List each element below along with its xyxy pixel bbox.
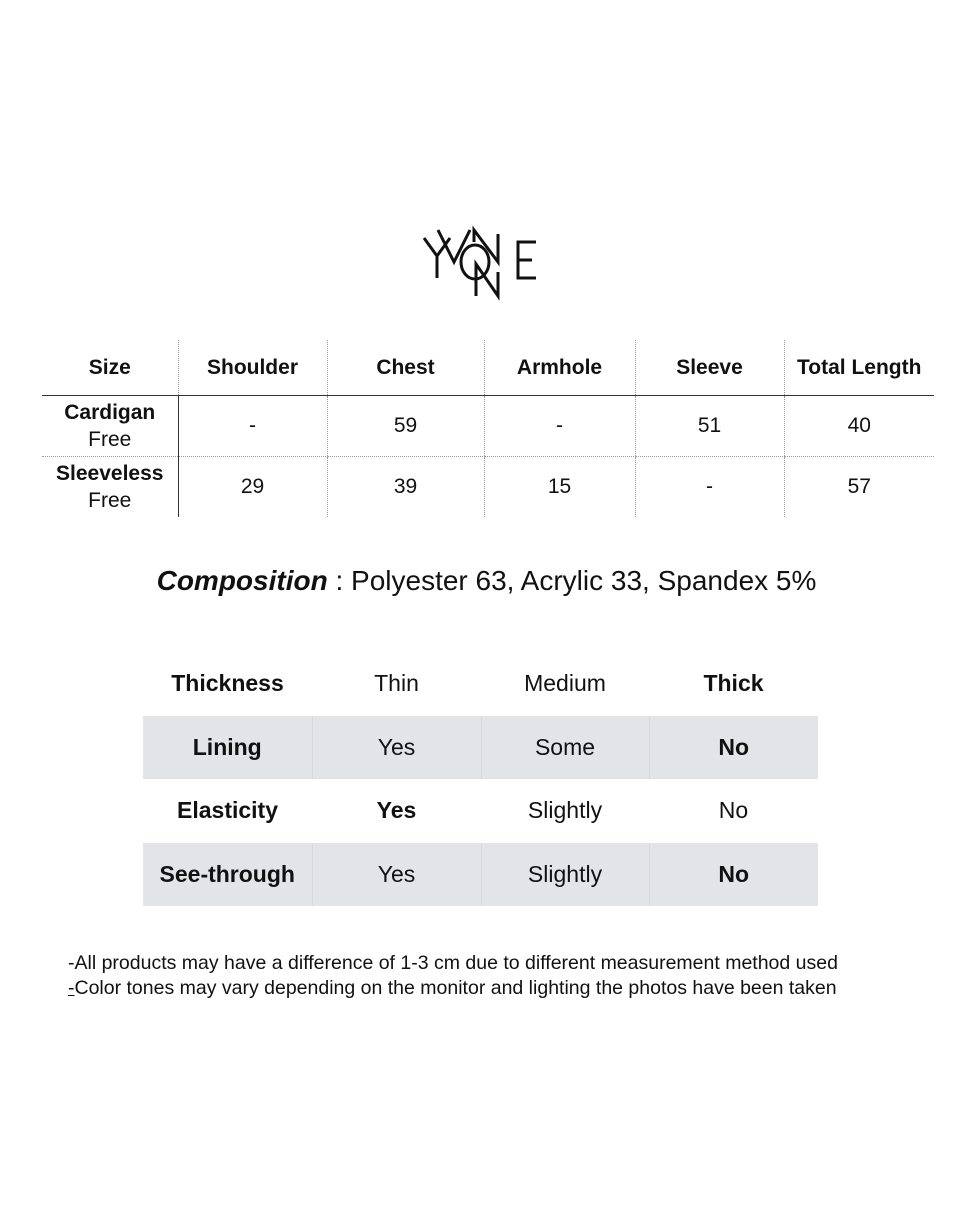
- option: Thick: [703, 670, 764, 697]
- option: No: [649, 843, 818, 907]
- fabric-row-thickness: [143, 652, 818, 716]
- composition-separator: :: [327, 565, 352, 596]
- note-color: [68, 976, 838, 1001]
- cell-sleeve: -: [635, 457, 784, 518]
- note-measurement: -All products may have a difference of 1-3 cm due to different measurement method used: [68, 952, 838, 974]
- header-shoulder: Shoulder: [178, 340, 327, 396]
- size-row-sleeveless: [42, 457, 934, 518]
- brand-logo: [418, 222, 544, 302]
- composition-value: Polyester 63, Acrylic 33, Spandex 5%: [351, 565, 817, 596]
- header-chest: Chest: [327, 340, 484, 396]
- option: Some: [481, 716, 649, 780]
- option: Slightly: [481, 843, 649, 907]
- fabric-properties-table: [143, 652, 818, 906]
- header-size: Size: [42, 340, 178, 396]
- composition-label: Composition: [156, 565, 328, 596]
- option: Yes: [312, 716, 481, 780]
- property-label: Lining: [143, 716, 312, 780]
- property-label: Thickness: [171, 670, 284, 697]
- fabric-row-elasticity: [143, 779, 818, 843]
- row-label: [42, 396, 178, 457]
- cell-shoulder: 29: [178, 457, 327, 518]
- property-label: See-through: [143, 843, 312, 907]
- cell-total-length: 57: [784, 457, 934, 518]
- cell-chest: 59: [327, 396, 484, 457]
- header-total-length: Total Length: [784, 340, 934, 396]
- cell-armhole: 15: [484, 457, 635, 518]
- fabric-row-see-through: [143, 843, 818, 907]
- header-armhole: Armhole: [484, 340, 635, 396]
- product-size: Free: [88, 428, 132, 451]
- option: No: [718, 797, 749, 824]
- size-chart-header-row: [42, 340, 934, 396]
- fabric-row-lining: [143, 716, 818, 780]
- product-name: Sleeveless: [56, 462, 164, 485]
- size-chart-table: [42, 340, 934, 517]
- cell-chest: 39: [327, 457, 484, 518]
- product-size: Free: [88, 489, 132, 512]
- cell-total-length: 40: [784, 396, 934, 457]
- composition-line: [0, 565, 973, 597]
- property-label: Elasticity: [177, 797, 278, 824]
- cell-sleeve: 51: [635, 396, 784, 457]
- disclaimer-notes: [68, 951, 838, 1001]
- size-row-cardigan: [42, 396, 934, 457]
- note-dash: -: [68, 977, 75, 999]
- row-label: [42, 457, 178, 518]
- option: Yes: [376, 797, 417, 824]
- option: Thin: [374, 670, 419, 697]
- cell-armhole: -: [484, 396, 635, 457]
- note-color-text: Color tones may vary depending on the monitor and lighting the photos have been taken: [74, 977, 837, 999]
- option: Yes: [312, 843, 481, 907]
- cell-shoulder: -: [178, 396, 327, 457]
- option: No: [649, 716, 818, 780]
- option: Medium: [524, 670, 606, 697]
- header-sleeve: Sleeve: [635, 340, 784, 396]
- option: Slightly: [527, 797, 603, 824]
- product-name: Cardigan: [64, 401, 156, 424]
